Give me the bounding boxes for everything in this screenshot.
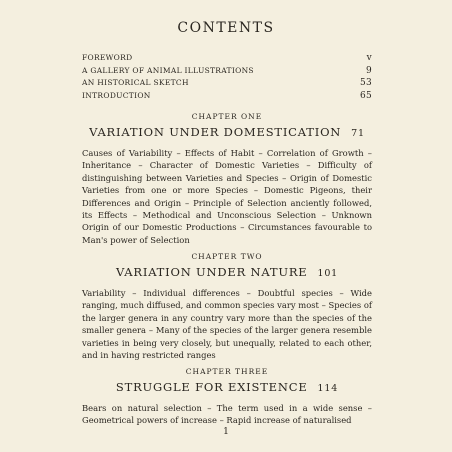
toc-page: 9 [365, 65, 372, 76]
toc-entry-introduction [82, 90, 372, 103]
toc-entry-historical-sketch [82, 77, 372, 90]
chapter-page: 71 [351, 128, 365, 139]
chapter-three [82, 366, 372, 427]
chapter-title [82, 378, 372, 396]
chapter-title-text: VARIATION UNDER DOMESTICATION [89, 125, 342, 139]
front-matter-list [82, 52, 372, 102]
chapter-two [82, 251, 372, 361]
toc-page: v [366, 53, 372, 63]
page-number: 1 [223, 427, 229, 437]
toc-entry-gallery [82, 65, 372, 78]
chapter-page: 101 [317, 268, 339, 279]
chapter-label: CHAPTER TWO [191, 252, 263, 261]
chapter-page: 114 [317, 383, 339, 394]
toc-label: AN HISTORICAL SKETCH [82, 78, 189, 87]
page-title: CONTENTS [177, 20, 275, 36]
toc-label: INTRODUCTION [82, 90, 151, 100]
toc-label: A GALLERY OF ANIMAL ILLUSTRATIONS [82, 65, 254, 75]
toc-label: FOREWORD [82, 53, 133, 62]
chapter-title [82, 263, 372, 281]
chapter-summary: Causes of Variability – Effects of Habit – Correlation of Growth – Inheritance – Character of Domestic Varieties – Difficulty of distinguishing between Varieties and Species – Origin of Domestic Varieties from one or more Species – Domestic Pigeons, their Differences and Origin – Principle of Selection anciently followed, its Effects – Methodical and Unconscious Selection – Unknown Origin of our Domestic Productions – Circumstances favourable to Man's power of Selection [82, 148, 372, 245]
chapter-title-text: VARIATION UNDER NATURE [115, 265, 308, 279]
chapter-summary: Bears on natural selection – The term used in a wide sense – Geometrical powers of increase – Rapid increase of naturalised [82, 403, 372, 426]
chapter-summary: Variability – Individual differences – Doubtful species – Wide ranging, much diffused, and common species vary most – Species of the larger genera in any country vary more than the species of the smaller genera – Many of the species of the larger genera resemble varieties in being very closely, but unequally, related to each other, and in having restricted ranges [82, 288, 372, 361]
toc-page: 53 [359, 78, 372, 88]
toc-page: 65 [359, 90, 372, 101]
chapter-title-text: STRUGGLE FOR EXISTENCE [115, 380, 308, 394]
chapter-label: CHAPTER THREE [185, 367, 269, 376]
toc-entry-foreword [82, 52, 372, 65]
chapter-label: CHAPTER ONE [191, 112, 263, 121]
chapter-title [82, 123, 372, 141]
chapter-one [82, 111, 372, 246]
